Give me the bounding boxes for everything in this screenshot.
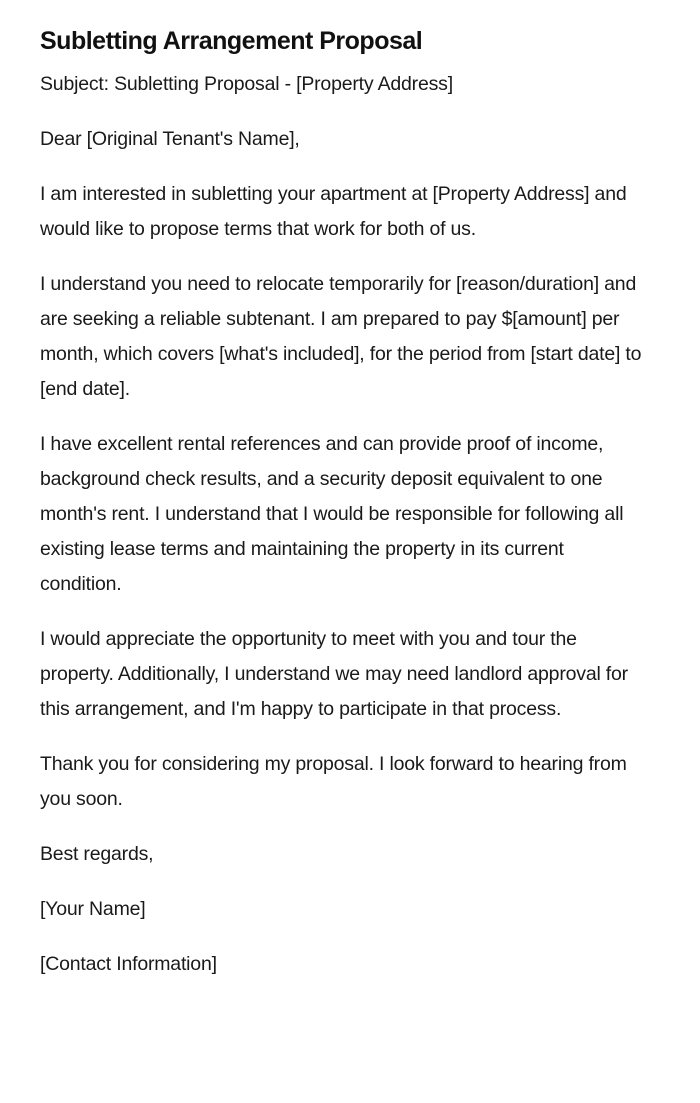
body-paragraph: I understand you need to relocate temporarily for [reason/duration] and are seeking a reliable subtenant. I am prepared to pay $[amount] per month, which covers [what's included], for the period from [start date] to [end date]. bbox=[40, 273, 642, 400]
closing: Best regards, bbox=[40, 843, 154, 865]
document-title: Subletting Arrangement Proposal bbox=[40, 27, 423, 55]
letter-document bbox=[40, 22, 650, 1002]
subject-line: Subject: Subletting Proposal - [Property Address] bbox=[40, 73, 453, 95]
sender-contact: [Contact Information] bbox=[40, 953, 217, 975]
salutation: Dear [Original Tenant's Name], bbox=[40, 128, 300, 150]
sender-name: [Your Name] bbox=[40, 898, 146, 920]
body-paragraph: I have excellent rental references and can provide proof of income, background check results, and a security deposit equivalent to one month's rent. I understand that I would be responsible for following all existing lease terms and maintaining the property in its current condition. bbox=[40, 433, 624, 595]
body-paragraph: I would appreciate the opportunity to meet with you and tour the property. Additionally, I understand we may need landlord approval for this arrangement, and I'm happy to participate in that process. bbox=[40, 628, 628, 720]
body-paragraph: Thank you for considering my proposal. I look forward to hearing from you soon. bbox=[40, 753, 627, 810]
body-paragraph: I am interested in subletting your apartment at [Property Address] and would like to propose terms that work for both of us. bbox=[40, 183, 627, 240]
